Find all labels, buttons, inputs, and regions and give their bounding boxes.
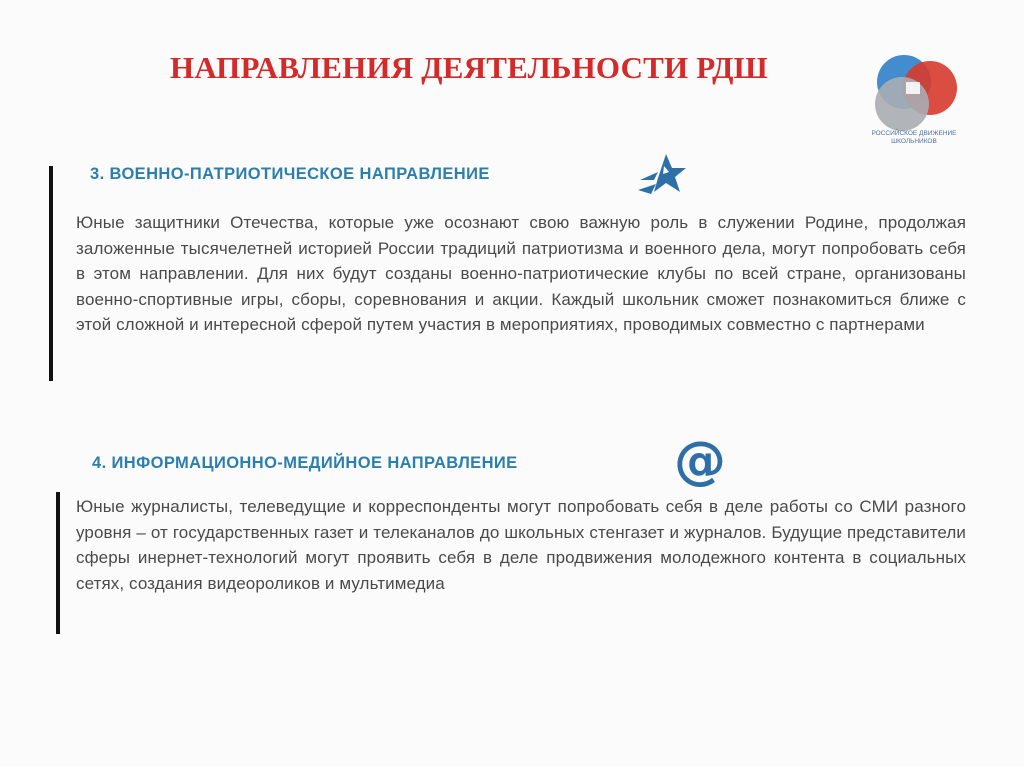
section-heading: 4. ИНФОРМАЦИОННО-МЕДИЙНОЕ НАПРАВЛЕНИЕ bbox=[92, 454, 518, 472]
section-accent-bar bbox=[56, 492, 60, 634]
at-sign-icon: @ bbox=[674, 431, 726, 491]
star-emblem-icon bbox=[636, 150, 688, 202]
section-accent-bar bbox=[49, 166, 53, 381]
section-heading: 3. ВОЕННО-ПАТРИОТИЧЕСКОЕ НАПРАВЛЕНИЕ bbox=[90, 165, 490, 183]
page-title: НАПРАВЛЕНИЯ ДЕЯТЕЛЬНОСТИ РДШ bbox=[170, 50, 768, 85]
section-text: Юные журналисты, телеведущие и корреспонденты могут попробовать себя в деле работы со СМИ разного уровня – от государственных газет и телеканалов до школьных стенгазет и журналов. Будущие представители сферы инернет-технологий могут проявить себя в деле продвижения молодежного контента в социальных сетях, создания видеороликов и мультимедиа bbox=[76, 497, 966, 593]
logo-caption: РОССИЙСКОЕ ДВИЖЕНИЕ ШКОЛЬНИКОВ bbox=[871, 130, 957, 145]
section-text: Юные защитники Отечества, которые уже осознают свою важную роль в служении Родине, продолжая заложенные тысячелетней историей России традиций патриотизма и военного дела, могут попробовать себя в этом направлении. Для них будут созданы военно-патриотические клубы по всей стране, организованы военно-спортивные игры, сборы, соревнования и акции. Каждый школьник сможет познакомиться ближе с этой сложной и интересной сферой путем участия в мероприятиях, проводимых совместно с партнерами bbox=[76, 213, 966, 334]
